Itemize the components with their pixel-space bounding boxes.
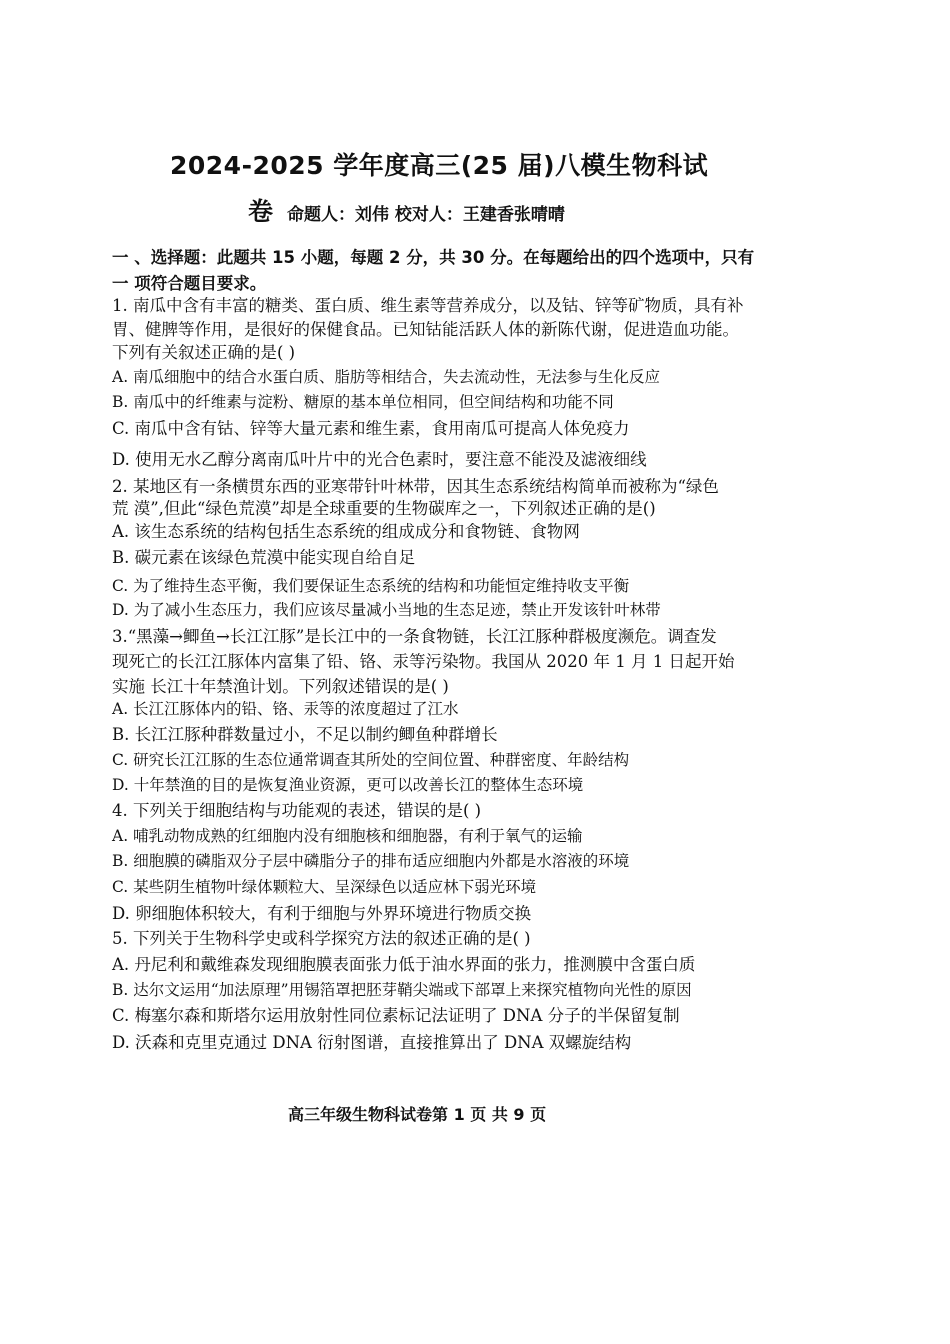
option-text: B. 达尔文运用“加法原理”用锡箔罩把胚芽鞘尖端或下部罩上来探究植物向光性的原因 (112, 981, 692, 999)
option-text: B. 长江江豚种群数量过小，不足以制约鲫鱼种群增长 (112, 725, 498, 744)
option-text: B. 细胞膜的磷脂双分子层中磷脂分子的排布适应细胞内外都是水溶液的环境 (112, 852, 630, 870)
option-text: B. 碳元素在该绿色荒漠中能实现自给自足 (112, 548, 416, 567)
section-heading-line1: 一 、选择题：此题共 15 小题，每题 2 分，共 30 分。在每题给出的四个选项中，只有 (112, 248, 755, 267)
option-text: A. 哺乳动物成熟的红细胞内没有细胞核和细胞器，有利于氧气的运输 (112, 827, 583, 845)
question-text: 1. 南瓜中含有丰富的糖类、蛋白质、维生素等营养成分，以及钴、锌等矿物质，具有补 (112, 296, 744, 315)
option-text: C. 南瓜中含有钴、锌等大量元素和维生素，食用南瓜可提高人体免疫力 (112, 419, 630, 438)
question-text: 实施 长江十年禁渔计划。下列叙述错误的是( ) (112, 677, 449, 696)
question-text: 胃、健脾等作用，是很好的保健食品。已知钴能活跃人体的新陈代谢，促进造血功能。 (112, 320, 739, 339)
question-text: 5. 下列关于生物科学史或科学探究方法的叙述正确的是( ) (112, 929, 531, 948)
section-heading-line2: 一 项符合题目要求。 (112, 274, 267, 293)
option-text: C. 研究长江江豚的生态位通常调查其所处的空间位置、种群密度、年龄结构 (112, 751, 630, 769)
option-text: C. 为了维持生态平衡，我们要保证生态系统的结构和功能恒定维持收支平衡 (112, 577, 630, 595)
option-text: A. 南瓜细胞中的结合水蛋白质、脂肪等相结合，失去流动性，无法参与生化反应 (112, 368, 661, 386)
question-text: 荒 漠”,但此“绿色荒漠”却是全球重要的生物碳库之一，下列叙述正确的是() (112, 499, 656, 518)
option-text: C. 梅塞尔森和斯塔尔运用放射性同位素标记法证明了 DNA 分子的半保留复制 (112, 1006, 680, 1025)
option-text: B. 南瓜中的纤维素与淀粉、糖原的基本单位相同，但空间结构和功能不同 (112, 393, 614, 411)
option-text: C. 某些阴生植物叶绿体颗粒大、呈深绿色以适应林下弱光环境 (112, 878, 537, 896)
question-text: 3.“黑藻→鲫鱼→长江江豚”是长江中的一条食物链，长江江豚种群极度濒危。调查发 (112, 627, 717, 646)
option-text: D. 为了减小生态压力，我们应该尽量减小当地的生态足迹，禁止开发该针叶林带 (112, 601, 661, 619)
option-text: A. 该生态系统的结构包括生态系统的组成成分和食物链、食物网 (112, 522, 580, 541)
option-text: D. 卵细胞体积较大，有利于细胞与外界环境进行物质交换 (112, 904, 532, 923)
question-text: 4. 下列关于细胞结构与功能观的表述，错误的是( ) (112, 801, 482, 820)
exam-title-line2 (248, 192, 565, 228)
option-text: A. 丹尼利和戴维森发现细胞膜表面张力低于油水界面的张力，推测膜中含蛋白质 (112, 955, 696, 974)
option-text: A. 长江江豚体内的铅、铬、汞等的浓度超过了江水 (112, 700, 459, 718)
question-text: 现死亡的长江江豚体内富集了铅、铬、汞等污染物。我国从 2020 年 1 月 1 日起开始 (112, 652, 735, 671)
option-text: D. 十年禁渔的目的是恢复渔业资源，更可以改善长江的整体生态环境 (112, 776, 584, 794)
exam-title-juan: 卷 (248, 197, 274, 226)
question-text: 2. 某地区有一条横贯东西的亚寒带针叶林带，因其生态系统结构简单而被称为“绿色 (112, 477, 719, 496)
exam-title-line1: 2024-2025 学年度高三(25 届)八模生物科试 (170, 151, 709, 180)
page-footer: 高三年级生物科试卷第 1 页 共 9 页 (288, 1105, 547, 1124)
option-text: D. 沃森和克里克通过 DNA 衍射图谱，直接推算出了 DNA 双螺旋结构 (112, 1033, 632, 1052)
option-text: D. 使用无水乙醇分离南瓜叶片中的光合色素时，要注意不能没及滤液细线 (112, 450, 647, 469)
exam-authors: 命题人：刘伟 校对人：王建香张晴晴 (287, 205, 565, 225)
question-text: 下列有关叙述正确的是( ) (112, 343, 296, 362)
